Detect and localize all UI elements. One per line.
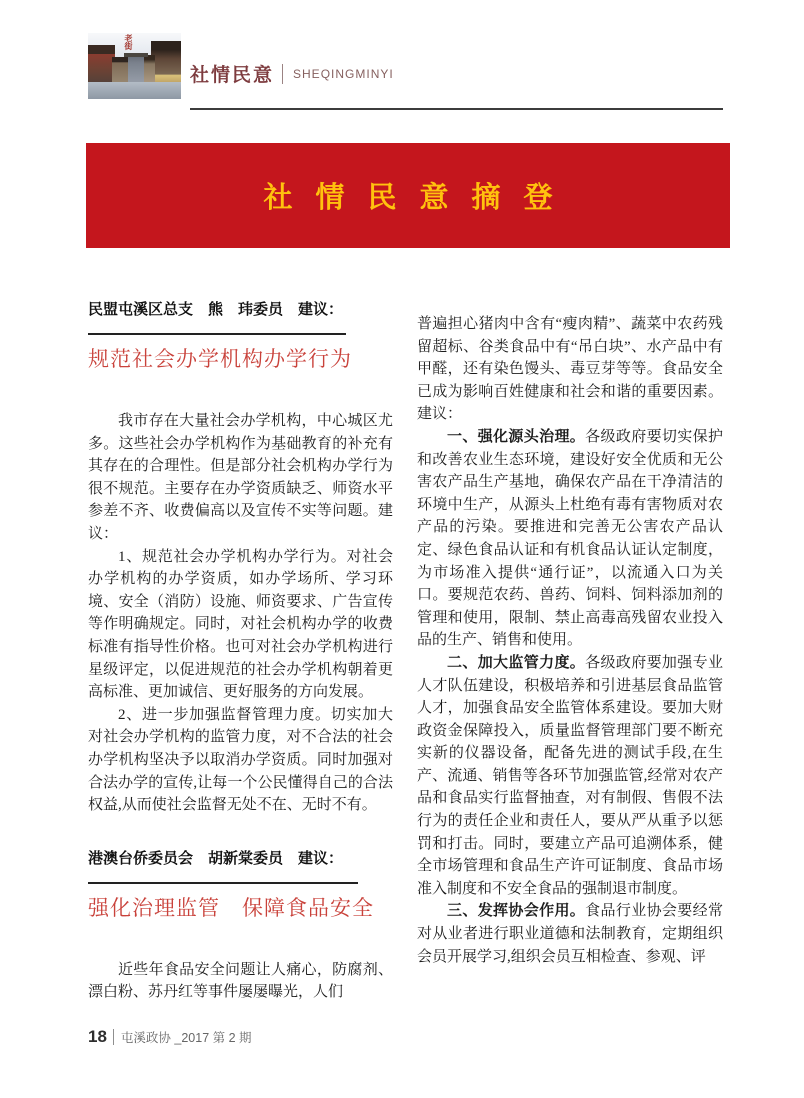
page-title: 社情民意摘登 xyxy=(263,182,576,214)
header-divider xyxy=(282,64,283,84)
article2-rule xyxy=(88,882,358,884)
journal-info: 屯溪政协 _2017 第 2 期 xyxy=(120,1031,252,1045)
paragraph: 普遍担心猪肉中含有“瘦肉精”、蔬菜中农药残留超标、谷类食品中有“吊白块”、水产品中有甲醛，还有染色馒头、毒豆芽等等。食品安全已成为影响百姓健康和社会和谐的重要因素。建议： xyxy=(417,316,723,423)
paragraph: 近些年食品安全问题让人痛心，防腐剂、漂白粉、苏丹红等事件屡屡曝光，人们 xyxy=(88,961,393,1001)
paragraph-text: 各级政府要切实保护和改善农业生态环境，建设好安全优质和无公害农产品生产基地，确保农产品在干净清洁的环境中生产，从源头上杜绝有毒有害物质对农产品的污染。要推进和完善无公害农产品认定、绿色食品认证和有机食品认证认定制度，为市场准入提供“通行证”，以流通入口为关口。要规范农药、兽药、饲料、饲料添加剂的管理和使用，限制、禁止高毒高残留农业投入品的生产、销售和使用。 xyxy=(417,428,723,649)
paragraph-text: 食品行业协会要经常对从业者进行职业道德和法制教育，定期组织会员开展学习,组织会员互相检查、参观、评 xyxy=(417,903,723,965)
section-subtitle: SHEQINGMINYI xyxy=(293,66,394,81)
photo-right-building xyxy=(151,41,181,85)
article2-author-line: 港澳台侨委员会 胡新棠委员 建议： xyxy=(88,849,344,867)
paragraph xyxy=(417,652,723,901)
photo-left-building xyxy=(88,45,115,85)
article2-title: 强化治理监管 保障食品安全 xyxy=(88,896,374,920)
photo-left-building-2 xyxy=(112,57,128,85)
paragraph: 我市存在大量社会办学机构，中心城区尤多。这些社会办学机构作为基础教育的补充有其存在的合理性。但是部分社会机构办学行为很不规范。主要存在办学资质缺乏、师资水平参差不齐、收费偏高以及宣传不实等问题。建议： xyxy=(88,413,393,542)
article1-header xyxy=(88,300,393,374)
paragraph-lead: 二、加大监管力度。 xyxy=(447,653,586,671)
left-column xyxy=(88,300,393,1004)
paragraph-text: 各级政府要加强专业人才队伍建设，积极培养和引进基层食品监管人才，加强食品安全监管体系建设。要加大财政资金保障投入，质量监督管理部门要不断充实新的仪器设备，配备先进的测试手段,在生产、流通、销售等各环节加强监管,经常对农产品和食品实行监督抽查，对有制假、售假不法行为的责任企业和责任人，要从严从重予以惩罚和打击。同时，要建立产品可追溯体系，健全市场管理和食品生产许可证制度、食品市场准入制度和不安全食品的强制退市制度。 xyxy=(417,654,723,897)
article2-header xyxy=(88,849,393,923)
article1-title: 规范社会办学机构办学行为 xyxy=(88,348,352,371)
paragraph-lead: 一、强化源头治理。 xyxy=(447,427,586,445)
photo-calligraphy: 老街 xyxy=(124,34,133,50)
footer-divider xyxy=(113,1029,114,1045)
photo-archway xyxy=(128,53,144,85)
section-title: 社情民意 xyxy=(190,65,275,86)
paragraph: 1、规范社会办学机构办学行为。对社会办学机构的办学资质，如办学场所、学习环境、安全（消防）设施、师资要求、广告宣传等作明确规定。同时，对社会机构办学的收费标准有指导性价格。也可对社会办学机构进行星级评定，以促进规范的社会办学机构朝着更高标准、更加诚信、更好服务的方向发展。 xyxy=(88,548,393,701)
article1-rule xyxy=(88,333,346,335)
old-street-photo xyxy=(88,33,181,99)
paragraph-lead: 三、发挥协会作用。 xyxy=(447,902,586,920)
paragraph xyxy=(417,900,723,968)
right-column xyxy=(417,313,723,968)
paragraph: 2、进一步加强监督管理力度。切实加大对社会办学机构的监管力度，对不合法的社会办学机构坚决予以取消办学资质。同时加强对合法办学的宣传,让每一个公民懂得自己的合法权益,从而使社会监督无处不在、无时不有。 xyxy=(88,706,393,814)
section-header xyxy=(190,60,394,87)
page-footer xyxy=(88,1027,252,1047)
photo-street xyxy=(88,82,181,99)
article1-author-line: 民盟屯溪区总支 熊 玮委员 建议： xyxy=(88,301,344,318)
page-number: 18 xyxy=(88,1027,107,1046)
paragraph xyxy=(417,426,723,652)
header-rule xyxy=(190,108,723,110)
page-title-banner xyxy=(86,143,730,248)
